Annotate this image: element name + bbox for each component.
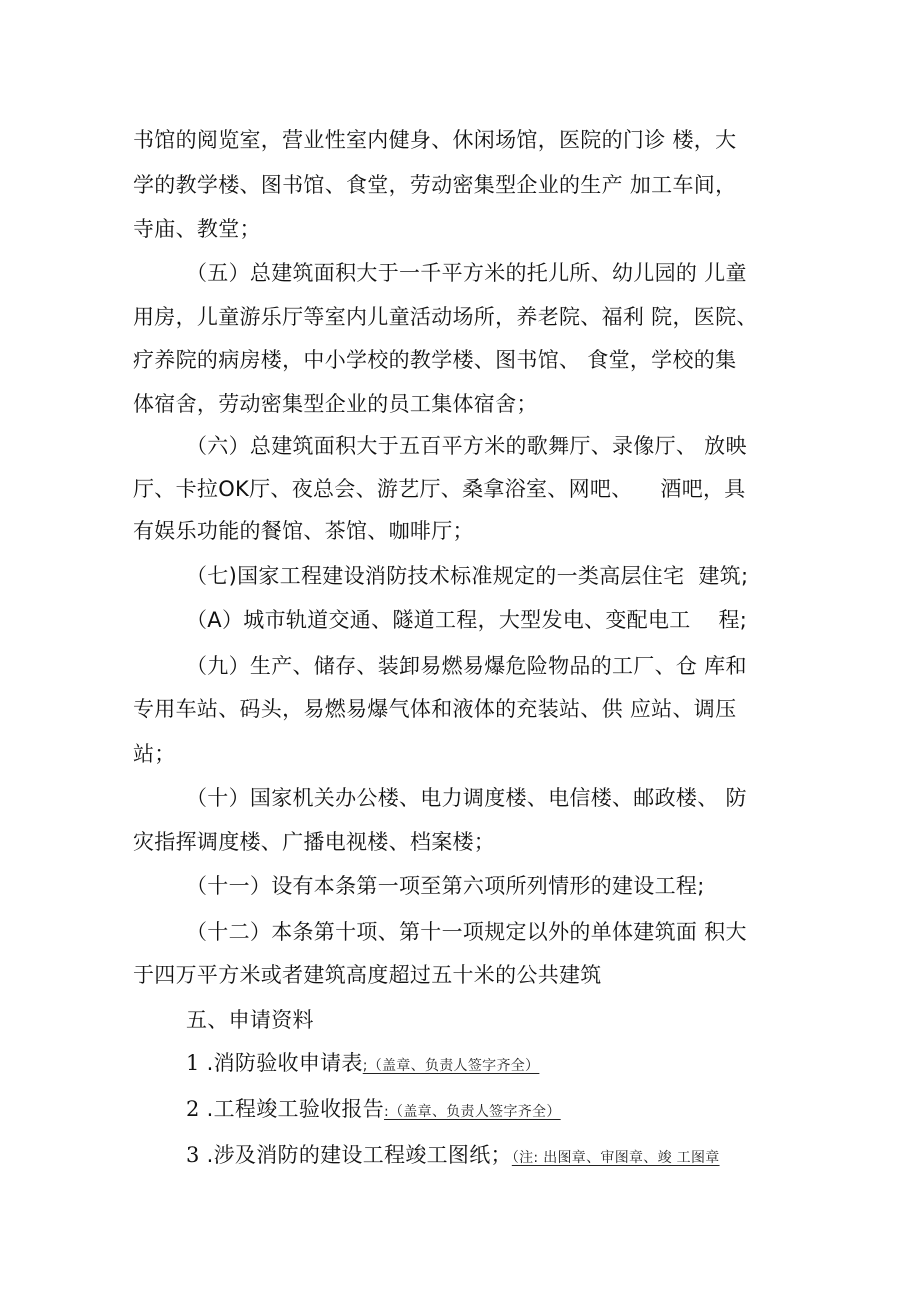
paragraph-line: 灾指挥调度楼、广播电视楼、档案楼； xyxy=(133,830,496,854)
paragraph-line: 寺庙、教堂； xyxy=(133,217,261,241)
paragraph-line: （A）城市轨道交通、隧道工程，大型发电、变配电工 程; xyxy=(186,608,748,632)
item-number: 2 xyxy=(186,1097,200,1121)
paragraph-line: 于四万平方米或者建筑高度超过五十米的公共建筑 xyxy=(133,963,602,987)
paragraph-line: 有娱乐功能的餐馆、茶馆、咖啡厅； xyxy=(133,519,474,543)
paragraph-line: （七)国家工程建设消防技术标准规定的一类高层住宅 建筑; xyxy=(186,564,749,588)
paragraph-line: （十二）本条第十项、第十一项规定以外的单体建筑面 积大 xyxy=(186,920,747,944)
item-note: ;（盖章、负责人签字齐全） xyxy=(362,1058,540,1074)
paragraph-line: （十一）设有本条第一项至第六项所列情形的建设工程; xyxy=(186,874,705,898)
item-note: :（盖章、负责人签字齐全） xyxy=(384,1104,561,1120)
paragraph-line: 疗养院的病房楼，中小学校的教学楼、图书馆、 食堂，学校的集 xyxy=(133,348,737,372)
paragraph-line: 用房，儿童游乐厅等室内儿童活动场所，养老院、福利 院，医院、 xyxy=(133,305,758,329)
item-note: （注: 出图章、审图章、竣 工图章 xyxy=(511,1150,720,1166)
paragraph-line: （六）总建筑面积大于五百平方米的歌舞厅、录像厅、 放映 xyxy=(186,434,747,458)
item-text: .消防验收申请表 xyxy=(199,1051,363,1075)
paragraph-line: 体宿舍，劳动密集型企业的员工集体宿舍； xyxy=(133,392,538,416)
material-item xyxy=(186,1094,561,1127)
item-number: 3 xyxy=(186,1143,200,1167)
paragraph-line: 专用车站、码头，易燃易爆气体和液体的充装站、供 应站、调压 xyxy=(133,697,737,721)
item-number: 1 xyxy=(186,1051,200,1075)
section-heading: 五、申请资料 xyxy=(186,1008,314,1032)
item-text: .涉及消防的建设工程竣工图纸； xyxy=(199,1143,512,1167)
paragraph-line: （五）总建筑面积大于一千平方米的托儿所、幼儿园的 儿童 xyxy=(186,261,747,285)
paragraph-line: （十）国家机关办公楼、电力调度楼、电信楼、邮政楼、 防 xyxy=(186,786,747,810)
material-item xyxy=(186,1140,720,1173)
paragraph-line: 书馆的阅览室，营业性室内健身、休闲场馆，医院的门诊 楼，大 xyxy=(133,128,737,152)
paragraph-line: （九）生产、储存、装卸易燃易爆危险物品的工厂、仓 库和 xyxy=(186,654,747,678)
paragraph-line: 学的教学楼、图书馆、食堂，劳动密集型企业的生产 加工车间， xyxy=(133,173,737,197)
paragraph-line: 站； xyxy=(133,742,176,766)
item-text: .工程竣工验收报告 xyxy=(199,1097,385,1121)
material-item xyxy=(186,1048,539,1081)
paragraph-line: 厅、卡拉OK厅、夜总会、游艺厅、桑拿浴室、网吧、 酒吧，具 xyxy=(133,477,746,501)
